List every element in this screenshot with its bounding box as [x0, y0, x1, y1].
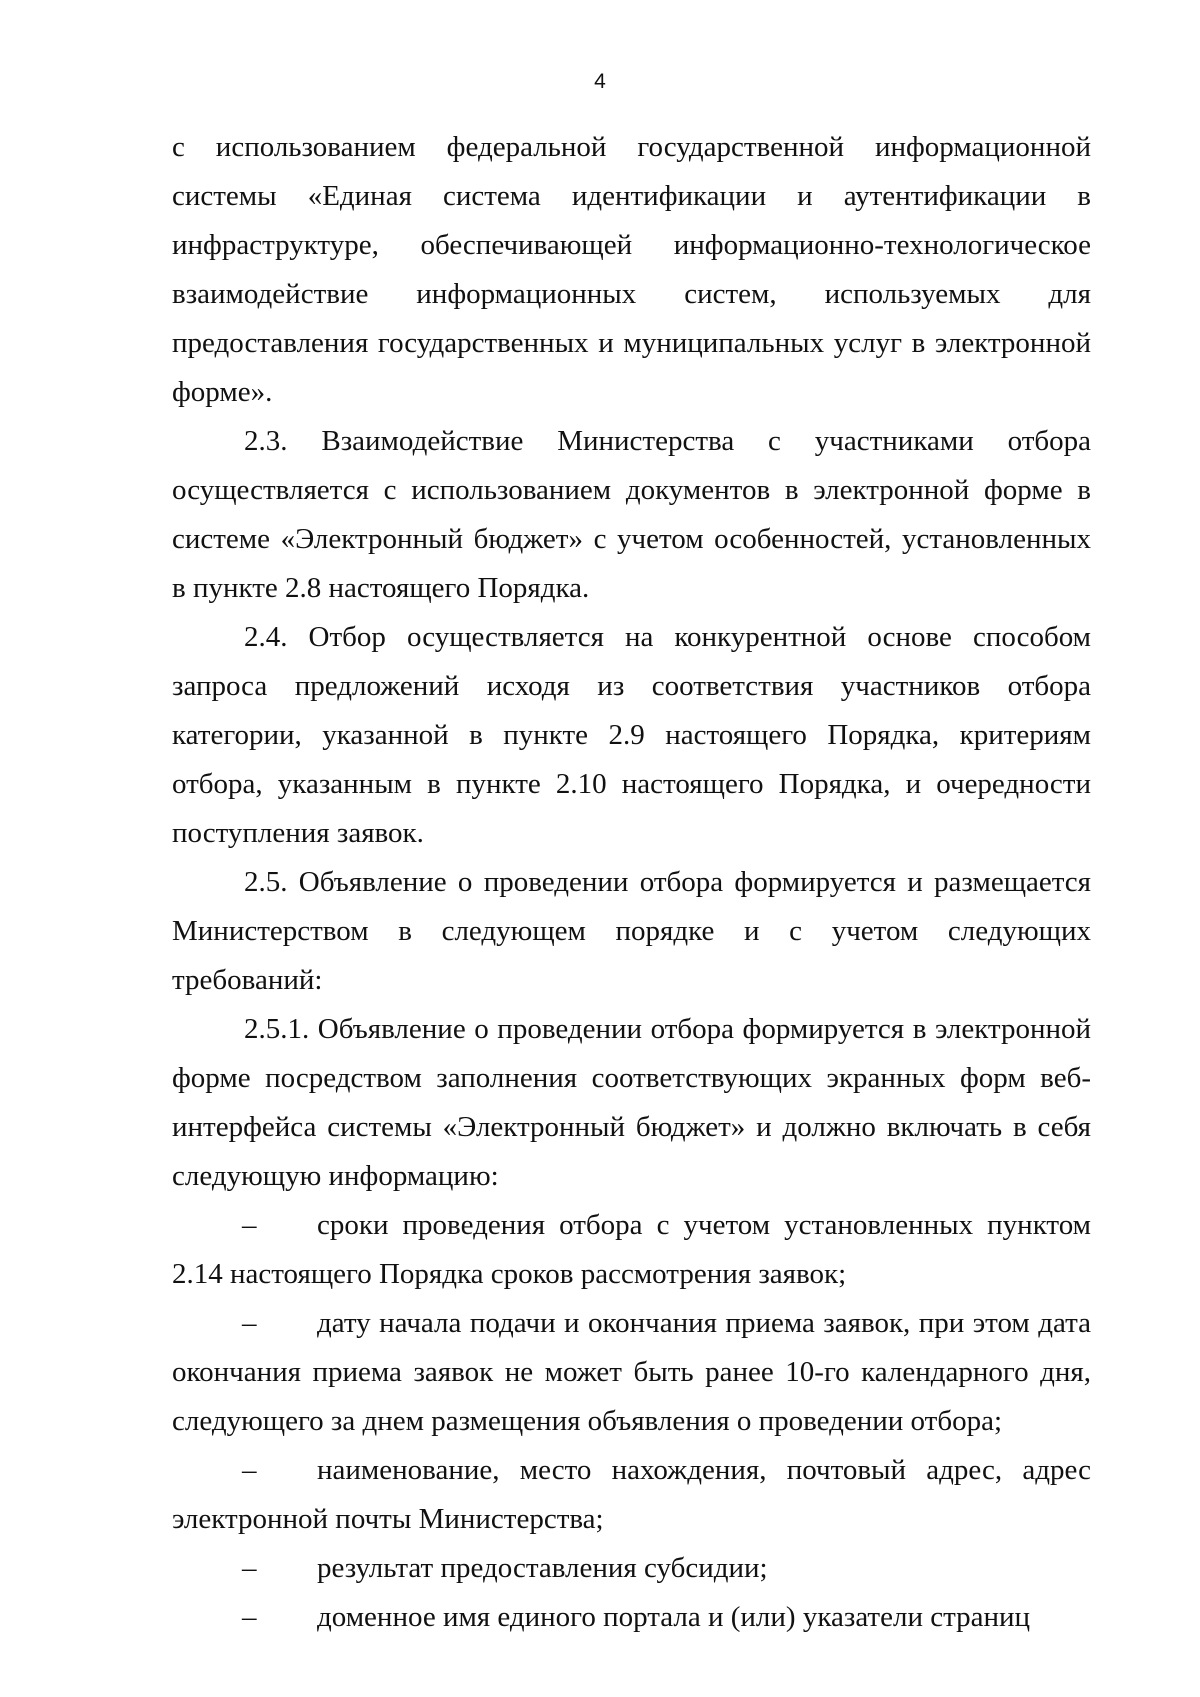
list-item [172, 1593, 1091, 1642]
list-item-text: наименование, место нахождения, почтовый адрес, адрес электронной почты Министерства; [172, 1454, 1091, 1535]
list-item-text: сроки проведения отбора с учетом установленных пунктом 2.14 настоящего Порядка сроков рассмотрения заявок; [172, 1209, 1091, 1290]
paragraph-2-5-1: 2.5.1. Объявление о проведении отбора формируется в электронной форме посредством заполнения соответствующих экранных форм веб-интерфейса системы «Электронный бюджет» и должно включать в себя следующую информацию: [172, 1013, 1091, 1192]
list-item [172, 1544, 1091, 1593]
dash-marker: – [242, 1454, 257, 1486]
page-number: 4 [594, 70, 606, 93]
paragraph-2-5: 2.5. Объявление о проведении отбора формируется и размещается Министерством в следующем порядке и с учетом следующих требований: [172, 866, 1091, 996]
list-item-text: результат предоставления субсидии; [317, 1552, 768, 1584]
paragraph-2-3: 2.3. Взаимодействие Министерства с участниками отбора осуществляется с использованием документов в электронной форме в системе «Электронный бюджет» с учетом особенностей, установленных в пункте 2.8 настоящего Порядка. [172, 425, 1091, 604]
dash-marker: – [242, 1307, 257, 1339]
dash-marker: – [242, 1552, 257, 1584]
dash-marker: – [242, 1209, 257, 1241]
list-item-text: доменное имя единого портала и (или) указатели страниц [317, 1601, 1031, 1633]
list-item-text: дату начала подачи и окончания приема заявок, при этом дата окончания приема заявок не может быть ранее 10-го календарного дня, следующего за днем размещения объявления о проведении отбора; [172, 1307, 1091, 1437]
list-item [172, 1299, 1091, 1446]
dash-marker: – [242, 1601, 257, 1633]
list-item [172, 1446, 1091, 1544]
paragraph-intro-continuation: с использованием федеральной государственной информационной системы «Единая система идентификации и аутентификации в инфраструктуре, обеспечивающей информационно-технологическое взаимодействие информационных систем, используемых для предоставления государственных и муниципальных услуг в электронной форме». [172, 131, 1091, 408]
requirements-list [172, 1201, 1091, 1642]
paragraph-2-4: 2.4. Отбор осуществляется на конкурентной основе способом запроса предложений исходя из соответствия участников отбора категории, указанной в пункте 2.9 настоящего Порядка, критериям отбора, указанным в пункте 2.10 настоящего Порядка, и очередности поступления заявок. [172, 621, 1091, 849]
document-body [172, 123, 1091, 1642]
list-item [172, 1201, 1091, 1299]
